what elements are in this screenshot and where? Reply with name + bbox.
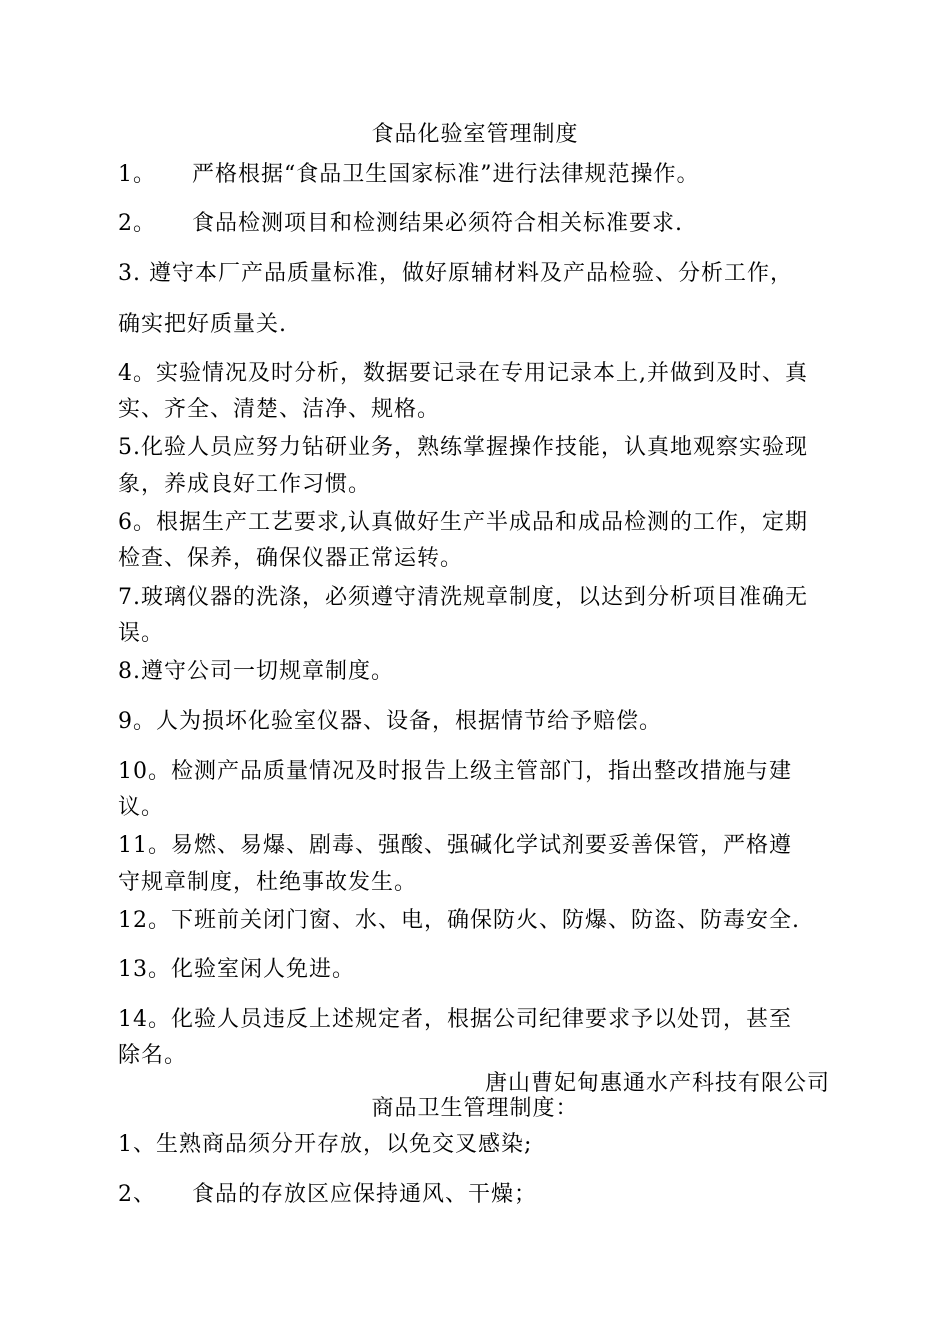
rule-5-line-2: 象，养成良好工作习惯。 [118,472,372,497]
doc-title: 食品化验室管理制度 [371,122,579,147]
rule-10-line-2: 议。 [118,795,165,820]
rule-5-line-1: 5.化验人员应努力钻研业务，熟练掌握操作技能，认真地观察实验现 [118,435,808,460]
rule-7-line-2: 误。 [118,621,165,646]
rule-13: 13。化验室闲人免进。 [118,957,355,982]
rule-3-line-1: 3. 遵守本厂产品质量标准，做好原辅材料及产品检验、分析工作， [118,261,793,286]
rule-4-line-1: 4。实验情况及时分析，数据要记录在专用记录本上,并做到及时、真 [118,361,808,386]
rule-number: 2。 [118,211,156,236]
rule-10-line-1: 10。检测产品质量情况及时报告上级主管部门，指出整改措施与建 [118,759,792,784]
rule-14-line-1: 14。化验人员违反上述规定者，根据公司纪律要求予以处罚，甚至 [118,1007,792,1032]
rule-text: 食品检测项目和检测结果必须符合相关标准要求. [192,211,683,236]
rule-11-line-1: 11。易燃、易爆、剧毒、强酸、强碱化学试剂要妥善保管，严格遵 [118,833,792,858]
rule-7-line-1: 7.玻璃仪器的洗涤，必须遵守清洗规章制度，以达到分析项目准确无 [118,585,808,610]
rule-6-line-2: 检查、保养，确保仪器正常运转。 [118,546,464,571]
rule-11-line-2: 守规章制度，杜绝事故发生。 [118,870,418,895]
rule-3-line-2: 确实把好质量关. [118,312,287,337]
rule-8: 8.遵守公司一切规章制度。 [118,659,394,684]
rule-4-line-2: 实、齐全、清楚、洁净、规格。 [118,397,441,422]
company-name: 唐山曹妃甸惠通水产科技有限公司 [484,1071,830,1096]
rule-number: 1。 [118,162,156,187]
rule-text: 严格根据“食品卫生国家标准”进行法律规范操作。 [192,162,700,187]
rule-text: 食品的存放区应保持通风、干燥； [192,1182,538,1207]
doc2-rule-2 [118,1180,838,1210]
rule-2 [118,209,838,239]
rule-9: 9。人为损坏化验室仪器、设备，根据情节给予赔偿。 [118,709,662,734]
rule-14-line-2: 除名。 [118,1043,188,1068]
rule-12: 12。下班前关闭门窗、水、电，确保防火、防爆、防盗、防毒安全. [118,908,800,933]
rule-number: 2、 [118,1182,156,1207]
doc2-title: 商品卫生管理制度： [371,1096,579,1121]
rule-6-line-1: 6。根据生产工艺要求,认真做好生产半成品和成品检测的工作，定期 [118,510,808,535]
rule-1 [118,160,838,190]
doc2-rule-1: 1、生熟商品须分开存放，以免交叉感染; [118,1132,533,1157]
